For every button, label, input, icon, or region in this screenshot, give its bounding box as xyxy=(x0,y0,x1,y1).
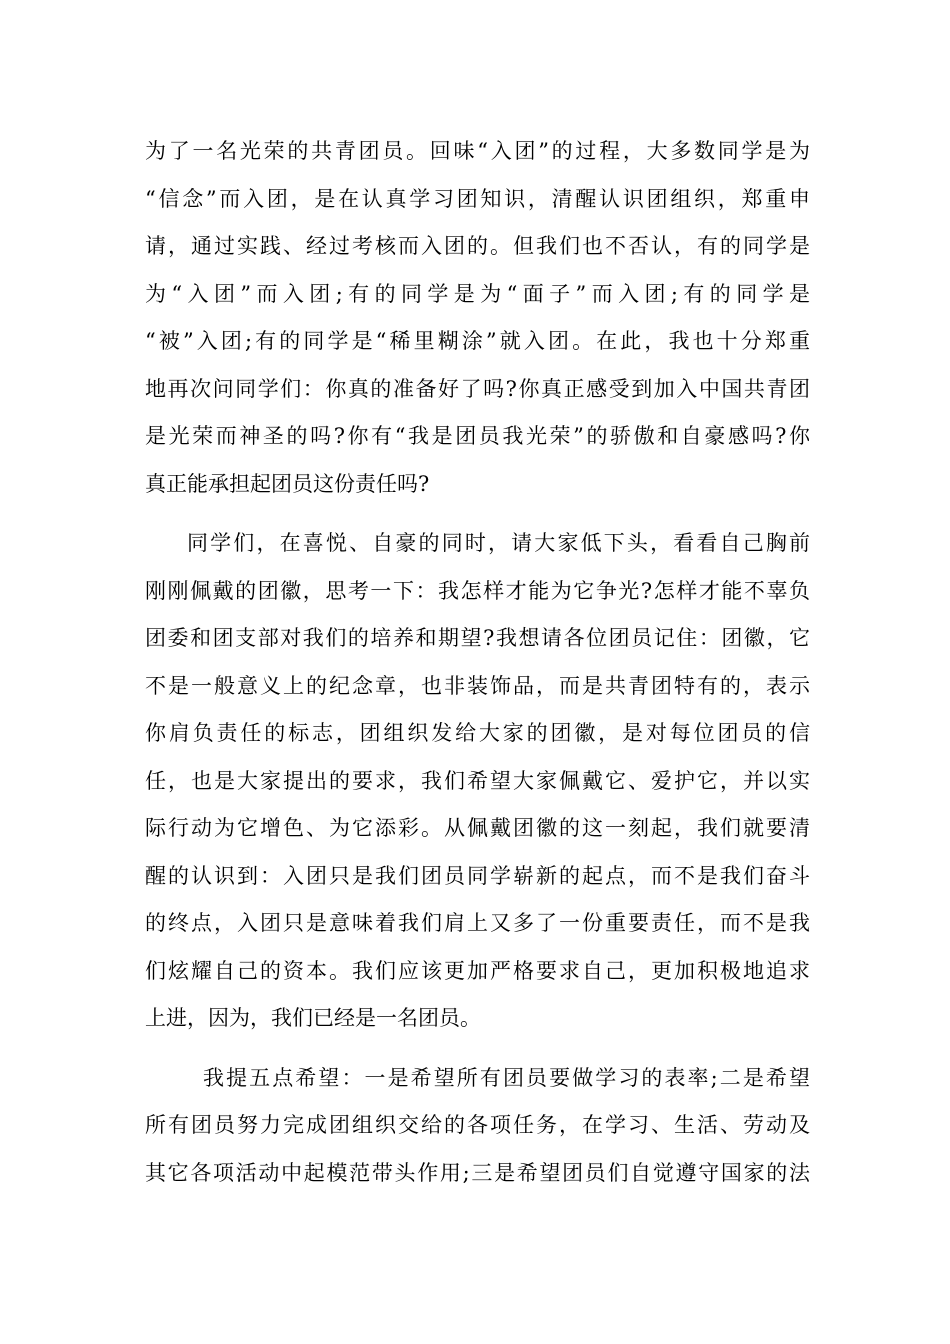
text-line: 任，也是大家提出的要求，我们希望大家佩戴它、爱护它，并以实 xyxy=(145,768,810,793)
text-line: 为了一名光荣的共青团员。回味“入团”的过程，大多数同学是为 xyxy=(145,139,810,163)
text-line: 刚刚佩戴的团徽，思考一下：我怎样才能为它争光?怎样才能不辜负 xyxy=(145,578,810,603)
text-line: 的终点，入团只是意味着我们肩上又多了一份重要责任，而不是我 xyxy=(145,911,810,935)
text-line: “被”入团;有的同学是“稀里糊涂”就入团。在此，我也十分郑重 xyxy=(145,329,810,353)
text-line: 其它各项活动中起模范带头作用;三是希望团员们自觉遵守国家的法 xyxy=(145,1160,810,1185)
text-line: 请，通过实践、经过考核而入团的。但我们也不否认，有的同学是 xyxy=(145,234,810,258)
text-line: 所有团员努力完成团组织交给的各项任务，在学习、生活、劳动及 xyxy=(145,1113,810,1137)
text-line: 是光荣而神圣的吗?你有“我是团员我光荣”的骄傲和自豪感吗?你 xyxy=(145,424,810,448)
document-body xyxy=(145,128,810,1197)
text-line: 上进，因为，我们已经是一名团员。 xyxy=(145,1006,481,1030)
text-line: 们炫耀自己的资本。我们应该更加严格要求自己，更加积极地追求 xyxy=(145,958,810,983)
text-line: 同学们，在喜悦、自豪的同时，请大家低下头，看看自己胸前 xyxy=(187,531,810,555)
text-line: 际行动为它增色、为它添彩。从佩戴团徽的这一刻起，我们就要清 xyxy=(145,816,810,840)
paragraph-2 xyxy=(145,520,810,1043)
text-line: 我提五点希望：一是希望所有团员要做学习的表率;二是希望 xyxy=(203,1065,810,1090)
text-line: 真正能承担起团员这份责任吗? xyxy=(145,471,430,496)
text-line: 不是一般意义上的纪念章，也非装饰品，而是共青团特有的，表示 xyxy=(145,673,810,698)
paragraph-3 xyxy=(145,1055,810,1198)
text-line: 为“入团”而入团;有的同学是为“面子”而入团;有的同学是 xyxy=(145,281,810,306)
text-line: “信念”而入团，是在认真学习团知识，清醒认识团组织，郑重申 xyxy=(145,186,810,211)
text-line: 地再次问同学们：你真的准备好了吗?你真正感受到加入中国共青团 xyxy=(145,376,810,401)
text-line: 团委和团支部对我们的培养和期望?我想请各位团员记住：团徽，它 xyxy=(145,626,810,650)
paragraph-1 xyxy=(145,128,810,508)
text-line: 你肩负责任的标志，团组织发给大家的团徽，是对每位团员的信 xyxy=(145,721,810,745)
text-line: 醒的认识到：入团只是我们团员同学崭新的起点，而不是我们奋斗 xyxy=(145,863,810,888)
